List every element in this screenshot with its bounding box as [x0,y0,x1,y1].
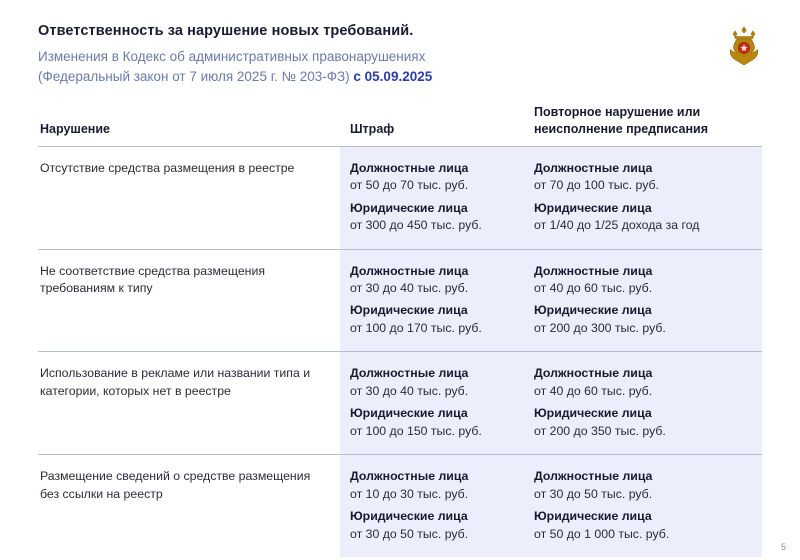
repeat-label: Должностные лица [534,263,653,278]
repeat-pair [534,160,754,195]
fine-cell [340,352,524,455]
repeat-pair [534,200,754,235]
fine-value: от 300 до 450 тыс. руб. [350,218,482,233]
repeat-pair [534,263,754,298]
fine-pair [350,508,516,543]
repeat-value: от 30 до 50 тыс. руб. [534,486,653,501]
table-header-row [38,104,762,146]
fine-cell [340,249,524,352]
fine-value: от 30 до 50 тыс. руб. [350,526,469,541]
fine-label: Должностные лица [350,469,469,484]
fine-pair [350,405,516,440]
repeat-pair [534,468,754,503]
repeat-pair [534,302,754,337]
repeat-label: Юридические лица [534,200,652,215]
fine-label: Юридические лица [350,200,468,215]
subtitle-line-1: Изменения в Кодекс об административных правонарушениях [38,49,426,65]
fine-value: от 30 до 40 тыс. руб. [350,383,469,398]
repeat-value: от 70 до 100 тыс. руб. [534,178,659,193]
repeat-label: Должностные лица [534,366,653,381]
column-header-violation: Нарушение [38,104,340,146]
repeat-cell [524,352,762,455]
repeat-value: от 200 до 350 тыс. руб. [534,423,666,438]
page-subtitle [38,47,694,86]
russian-coat-of-arms-icon [724,24,764,68]
table-row [38,352,762,455]
column-header-repeat: Повторное нарушение или неисполнение предписания [524,104,762,146]
slide-header [38,22,764,86]
repeat-label: Должностные лица [534,160,653,175]
table-row [38,455,762,557]
repeat-label: Юридические лица [534,509,652,524]
fine-pair [350,160,516,195]
fine-label: Должностные лица [350,263,469,278]
repeat-label: Юридические лица [534,406,652,421]
repeat-pair [534,365,754,400]
fine-value: от 10 до 30 тыс. руб. [350,486,469,501]
fine-value: от 30 до 40 тыс. руб. [350,281,469,296]
column-header-fine: Штраф [340,104,524,146]
repeat-label: Юридические лица [534,303,652,318]
repeat-value: от 50 до 1 000 тыс. руб. [534,526,670,541]
violation-description: Отсутствие средства размещения в реестре [38,146,340,249]
repeat-cell [524,249,762,352]
violation-description: Использование в рекламе или названии типа и категории, которых нет в реестре [38,352,340,455]
repeat-cell [524,455,762,557]
fine-value: от 100 до 150 тыс. руб. [350,423,482,438]
repeat-value: от 200 до 300 тыс. руб. [534,320,666,335]
fine-label: Должностные лица [350,160,469,175]
repeat-value: от 40 до 60 тыс. руб. [534,281,653,296]
page-title: Ответственность за нарушение новых требований. [38,23,414,39]
violation-description: Размещение сведений о средстве размещения без ссылки на реестр [40,469,311,501]
subtitle-line-2: (Федеральный закон от 7 июля 2025 г. № 203-ФЗ) [38,68,350,84]
violation-description: Не соответствие средства размещения требованиям к типу [38,249,340,352]
repeat-pair [534,508,754,543]
fine-label: Должностные лица [350,366,469,381]
fine-cell [340,455,524,557]
fine-pair [350,200,516,235]
fine-pair [350,468,516,503]
fine-label: Юридические лица [350,303,468,318]
table-row [38,249,762,352]
repeat-value: от 1/40 до 1/25 дохода за год [534,218,700,233]
page-number: 5 [780,542,786,552]
fine-label: Юридические лица [350,509,468,524]
repeat-label: Должностные лица [534,469,653,484]
repeat-cell [524,146,762,249]
fine-value: от 50 до 70 тыс. руб. [350,178,469,193]
fine-pair [350,365,516,400]
fine-label: Юридические лица [350,406,468,421]
fine-pair [350,263,516,298]
repeat-value: от 40 до 60 тыс. руб. [534,383,653,398]
repeat-pair [534,405,754,440]
penalties-table [38,104,762,557]
fine-cell [340,146,524,249]
table-row [38,146,762,249]
fine-pair [350,302,516,337]
fine-value: от 100 до 170 тыс. руб. [350,320,482,335]
subtitle-effective-date: с 05.09.2025 [353,68,433,84]
